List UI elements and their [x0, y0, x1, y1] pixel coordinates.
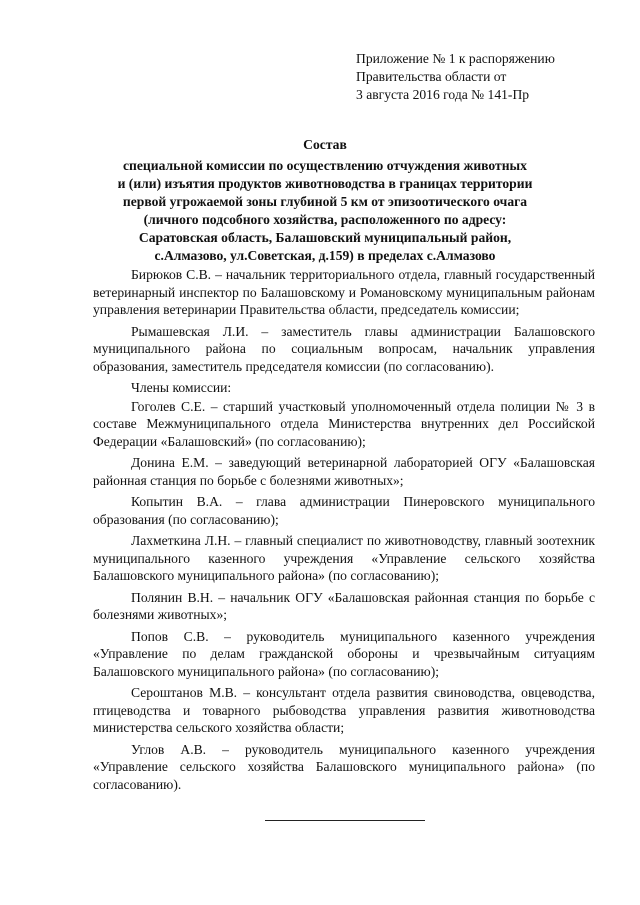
- title-line: (личного подсобного хозяйства, расположенного по адресу:: [143, 212, 507, 227]
- document-title: [70, 136, 580, 265]
- appendix-header: [356, 50, 616, 104]
- appendix-line-3: 3 августа 2016 года № 141-Пр: [356, 87, 530, 102]
- member-paragraph: Полянин В.Н. – начальник ОГУ «Балашовская районная станция по борьбе с болезнями животных»;: [93, 589, 595, 622]
- commission-composition: [93, 266, 595, 797]
- title-line: первой угрожаемой зоны глубиной 5 км от эпизоотического очага: [122, 194, 528, 209]
- appendix-line-2: Правительства области от: [356, 69, 507, 84]
- member-paragraph: Копытин В.А. – глава администрации Пинеровского муниципального образования (по согласованию);: [93, 494, 595, 527]
- title-line: с.Алмазово, ул.Советская, д.159) в пределах с.Алмазово: [154, 248, 496, 263]
- title-line: Саратовская область, Балашовский муниципальный район,: [138, 230, 512, 245]
- member-paragraph: Гоголев С.Е. – старший участковый уполномоченный отдела полиции № 3 в составе Межмуниципального отдела Министерства внутренних дел Российской Федерации «Балашовский» (по согласованию);: [93, 398, 595, 449]
- title-heading: Состав: [303, 137, 347, 152]
- member-paragraph: Донина Е.М. – заведующий ветеринарной лабораторией ОГУ «Балашовская районная станция по борьбе с болезнями животных»;: [93, 455, 595, 488]
- title-line: и (или) изъятия продуктов животноводства в границах территории: [117, 176, 533, 191]
- member-paragraph: Углов А.В. – руководитель муниципального казенного учреждения «Управление сельского хозяйства Балашовского муниципального района» (по согласованию).: [93, 741, 595, 792]
- vice-chair-paragraph: Рымашевская Л.И. – заместитель главы администрации Балашовского муниципального района по социальным вопросам, начальник управления образования, заместитель председателя комиссии (по согласованию).: [93, 323, 595, 374]
- closing-rule: [265, 820, 425, 821]
- member-paragraph: Лахметкина Л.Н. – главный специалист по животноводству, главный зоотехник муниципального казенного учреждения «Управление сельского хозяйства Балашовского муниципального района» (по согласованию);: [93, 533, 595, 583]
- member-paragraph: Попов С.В. – руководитель муниципального казенного учреждения «Управление по делам гражданской обороны и чрезвычайным ситуациям Балашовского муниципального района» (по согласованию);: [93, 628, 595, 679]
- members-heading: Члены комиссии:: [131, 380, 232, 395]
- appendix-line-1: Приложение № 1 к распоряжению: [356, 51, 555, 66]
- member-paragraph: Сероштанов М.В. – консультант отдела развития свиноводства, овцеводства, птицеводства и товарного рыбоводства управления развития животноводства министерства сельского хозяйства области;: [93, 685, 595, 735]
- chair-paragraph: Бирюков С.В. – начальник территориального отдела, главный государственный ветеринарный инспектор по Балашовскому и Романовскому муниципальным районам управления ветеринарии Правительства области, председатель комиссии;: [93, 267, 595, 317]
- title-line: специальной комиссии по осуществлению отчуждения животных: [123, 158, 527, 173]
